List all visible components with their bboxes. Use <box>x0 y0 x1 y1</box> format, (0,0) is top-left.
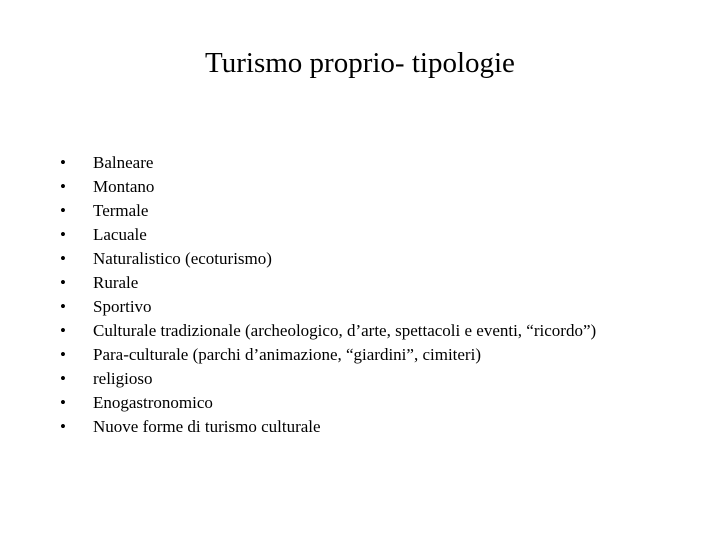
bullet-icon: • <box>60 297 66 316</box>
bullet-icon: • <box>60 273 66 292</box>
list-item-text: Naturalistico (ecoturismo) <box>93 249 272 268</box>
list-item-text: Sportivo <box>93 297 152 316</box>
list-item-text: Montano <box>93 177 155 196</box>
list-item-text: Termale <box>93 201 149 220</box>
list-item <box>60 415 660 439</box>
slide-title: Turismo proprio- tipologie <box>205 47 515 79</box>
list-item-text: Enogastronomico <box>93 393 213 412</box>
bullet-list <box>60 151 660 439</box>
bullet-icon: • <box>60 393 66 412</box>
bullet-icon: • <box>60 225 66 244</box>
list-item <box>60 295 660 319</box>
list-item <box>60 223 660 247</box>
list-item-text: Rurale <box>93 273 139 292</box>
bullet-icon: • <box>60 321 66 340</box>
list-item-text: Lacuale <box>93 225 147 244</box>
list-item <box>60 175 660 199</box>
list-item-text: Para-culturale (parchi d’animazione, “giardini”, cimiteri) <box>93 345 481 364</box>
bullet-icon: • <box>60 369 66 388</box>
bullet-icon: • <box>60 153 66 172</box>
list-item <box>60 247 660 271</box>
list-item <box>60 199 660 223</box>
list-item <box>60 271 660 295</box>
list-item <box>60 151 660 175</box>
bullet-icon: • <box>60 249 66 268</box>
list-item-text: religioso <box>93 369 153 388</box>
list-item <box>60 367 660 391</box>
bullet-icon: • <box>60 417 66 436</box>
list-item-text: Nuove forme di turismo culturale <box>93 417 321 436</box>
list-item <box>60 319 660 343</box>
bullet-icon: • <box>60 345 66 364</box>
bullet-icon: • <box>60 201 66 220</box>
list-item-text: Culturale tradizionale (archeologico, d’arte, spettacoli e eventi, “ricordo”) <box>93 321 597 340</box>
list-item <box>60 343 660 367</box>
bullet-icon: • <box>60 177 66 196</box>
list-item <box>60 391 660 415</box>
list-item-text: Balneare <box>93 153 154 172</box>
